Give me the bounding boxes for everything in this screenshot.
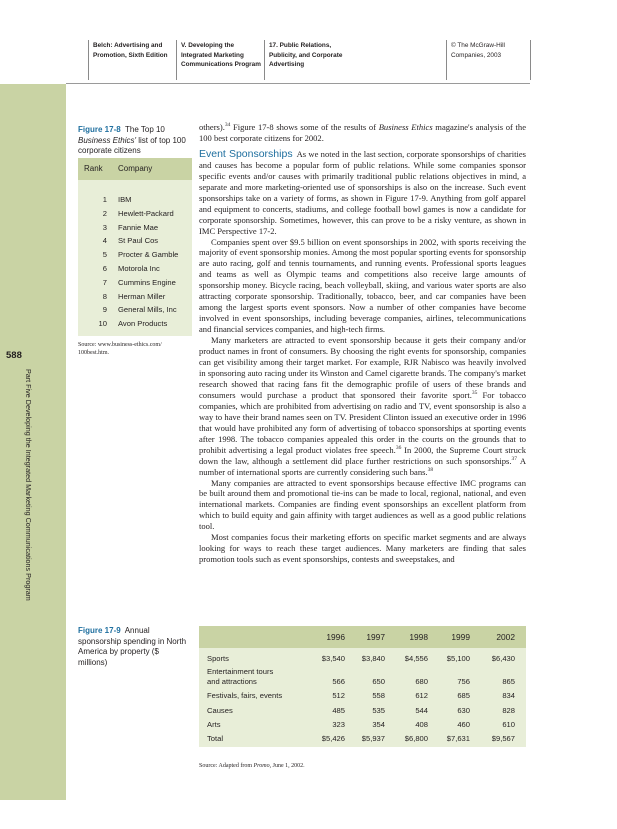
- source-text: June 1, 2002.: [271, 763, 305, 769]
- text: magazine's analysis of the 100 best corporate citizens for 2002.: [199, 122, 526, 143]
- table-body: [78, 180, 192, 336]
- rank-cell: 2: [102, 208, 107, 218]
- table-row: [78, 207, 192, 221]
- header-line: Publicity, and Corporate: [269, 51, 343, 59]
- table-header: [78, 158, 192, 180]
- company-cell: Fannie Mae: [118, 222, 159, 232]
- paragraph: [199, 335, 526, 477]
- row-label: Total: [207, 734, 224, 743]
- header-line: V. Developing the: [181, 42, 235, 49]
- value-cell: 610: [502, 720, 515, 729]
- header-divider: [446, 40, 447, 80]
- section-heading: Event Sponsorships: [199, 147, 293, 160]
- text: A number of international sports are currently considering such bans.: [199, 455, 527, 477]
- top-10-table: [78, 158, 192, 336]
- header-line: Companies, 2003: [451, 51, 502, 59]
- rank-cell: 6: [102, 263, 107, 273]
- year-header: 1996: [326, 632, 345, 642]
- value-cell: 408: [415, 720, 428, 729]
- year-header: 1997: [366, 632, 385, 642]
- header-line: Promotion, Sixth Edition: [93, 51, 168, 59]
- value-cell: 544: [415, 706, 428, 715]
- header-rule: [66, 83, 530, 84]
- caption-italic: Business Ethics': [78, 135, 136, 145]
- value-cell: 650: [372, 677, 385, 686]
- running-head-text: Part Five Developing the Integrated Marketing Communications Program: [24, 369, 33, 601]
- table-row: [78, 262, 192, 276]
- rank-cell: 5: [102, 250, 107, 260]
- figure-number: Figure 17-8: [78, 125, 121, 134]
- header-line: 17. Public Relations,: [269, 42, 332, 49]
- value-cell: $3,840: [361, 654, 385, 663]
- table-row: [78, 234, 192, 248]
- company-cell: Hewlett-Packard: [118, 208, 174, 218]
- paragraph: [199, 237, 526, 336]
- footnote-ref: 38: [427, 466, 434, 473]
- caption-text: list of top 100 corporate citizens: [78, 135, 186, 155]
- row-label: Causes: [207, 706, 233, 715]
- value-cell: 535: [372, 706, 385, 715]
- company-cell: General Mills, Inc: [118, 305, 177, 315]
- source-italic: Promo,: [253, 763, 272, 769]
- value-cell: 685: [457, 691, 470, 700]
- year-header: 1998: [409, 632, 428, 642]
- company-cell: Motorola Inc: [118, 263, 160, 273]
- rank-cell: 7: [102, 277, 107, 287]
- text: As we noted in the last section, corporate sponsorships of charities and causes has become a popular form of public relations. While some companies sponsor specific events and/or causes with primarily traditional public relations objectives in mind, a separate and more marketing-oriented use of sponsorships is also on the increase. Such event sponsorships take on a variety of forms, as shown in Figure 17-9. Anything from golf apparel and equipment to concerts, stadiums, and college football bowl games is now a candidate for corporate sponsorship. Sometimes, however, this can prove to be a risky venture, as shown in IMC Perspective 17-2.: [199, 148, 526, 236]
- header-line: Belch: Advertising and: [93, 42, 163, 49]
- header-line: © The McGraw-Hill: [451, 42, 505, 49]
- source-line: Source: www.business-ethics.com/: [78, 342, 162, 348]
- caption-text: Annual sponsorship spending in North America by property ($ millions): [78, 626, 187, 667]
- caption-text: The Top 10: [125, 125, 165, 134]
- header-chapter-title: [269, 41, 342, 70]
- value-cell: 680: [415, 677, 428, 686]
- header-line: Communications Program: [181, 61, 261, 68]
- value-cell: 834: [502, 691, 515, 700]
- figure-17-8-caption: [78, 125, 193, 157]
- table-spacer: [78, 183, 192, 193]
- source-line: 100best.htm.: [78, 349, 109, 356]
- sidebar-band: [0, 84, 66, 800]
- value-cell: $5,937: [361, 734, 385, 743]
- table-row: [78, 276, 192, 290]
- rank-cell: 1: [102, 195, 107, 204]
- table-body: [199, 648, 526, 747]
- value-cell: $4,556: [404, 654, 428, 663]
- table-header: [199, 626, 526, 648]
- header-divider: [264, 40, 265, 80]
- value-cell: 612: [415, 691, 428, 700]
- text: Companies spent over $9.5 billion on event sponsorships in 2002, with sports receiving the majority of event sponsorship monies. Among the most popular sporting events for sponsorship are auto racing, golf and tennis tournaments, and running events. Professional sports leagues and teams as well as Olympic teams and competitions also receive large amounts of sponsorship money. Bicycle racing, beach volleyball, skiing, and various water sports are also attracting corporate sponsorship. Traditionally, tobacco, beer, and car companies have been among the largest sports event sponsors. Now a number of other companies have become involved in event sponsorships, including beverage companies, airlines, telecommunications and financial services companies, and high-tech firms.: [199, 236, 526, 335]
- footnote-ref: 36: [395, 444, 402, 451]
- header-line: Advertising: [269, 61, 305, 68]
- company-cell: Avon Products: [118, 319, 168, 329]
- page-number: 588: [6, 350, 22, 361]
- value-cell: $5,100: [446, 654, 470, 663]
- year-header: 1999: [451, 632, 470, 642]
- figure-17-8-source: [78, 342, 193, 357]
- value-cell: 512: [332, 691, 345, 700]
- header-divider: [530, 40, 531, 80]
- table-row: [78, 221, 192, 235]
- value-cell: $9,567: [491, 734, 515, 743]
- table-row: [78, 290, 192, 304]
- text: For tobacco companies, which are prohibited from advertising on radio and TV, event sponsorship is also a way to have their brand names seen on TV. President Clinton issued an executive order in 1996 that would have prohibited any form of advertising of tobacco sponsorships at sporting events after 1998. The tobacco companies appealed this order in the courts on the grounds that to prohibit advertising a legal product violates free speech.: [199, 389, 526, 455]
- paragraph: [199, 532, 526, 565]
- paragraph: [199, 122, 526, 144]
- value-cell: 756: [457, 677, 470, 686]
- row-label: Sports: [207, 654, 229, 663]
- italic-text: Business Ethics: [378, 122, 433, 132]
- text: Many marketers are attracted to event sponsorship because it gets their company and/or product names in front of consumers. By choosing the right events for sponsorship, companies can get visibility among their target market. For example, RJR Nabisco was heavily involved in sponsoring auto racing under its Winston and Camel cigarette brands. The company's market research showed that racing fans fit the demographic profile of users of these brands and consumers would purchase a product that sponsored their favorite sport.: [199, 335, 526, 400]
- rank-cell: 4: [102, 236, 107, 246]
- rank-cell: 9: [102, 305, 107, 315]
- paragraph: [199, 478, 526, 533]
- column-header-rank: Rank: [84, 164, 103, 173]
- column-header-company: Company: [118, 164, 153, 173]
- body-text: [199, 122, 526, 565]
- source-text: Source: Adapted from: [199, 763, 254, 769]
- footnote-ref: 34: [224, 122, 231, 129]
- text: Figure 17-8 shows some of the results of: [230, 122, 379, 132]
- company-cell: Herman Miller: [118, 291, 166, 301]
- figure-17-9-caption: [78, 626, 190, 668]
- header-copyright: [451, 41, 505, 60]
- header-divider: [88, 40, 89, 80]
- company-cell: Cummins Engine: [118, 277, 176, 287]
- value-cell: 323: [332, 720, 345, 729]
- text: Many companies are attracted to event sponsorships because effective IMC programs can be built around them and promotional tie-ins can be made to local, regional, national, and even international markets. Companies are finding event sponsorships an excellent platform from which to build equity and gain affinity with target audiences as well as a good public relations tool.: [199, 477, 526, 532]
- value-cell: $5,426: [321, 734, 345, 743]
- page-header: [0, 0, 617, 84]
- rank-cell: 8: [102, 291, 107, 301]
- sponsorship-spending-table: [199, 626, 526, 747]
- header-book-title: [93, 41, 168, 60]
- footnote-ref: 37: [511, 455, 517, 462]
- company-cell: St Paul Cos: [118, 236, 159, 246]
- row-label: Arts: [207, 720, 221, 729]
- paragraph: [199, 149, 526, 237]
- figure-number: Figure 17-9: [78, 626, 121, 635]
- table-row: [78, 317, 192, 331]
- text: Most companies focus their marketing efforts on specific market segments and are always looking for ways to reach these target audiences. Many marketers are finding that sales promotion tools such as event sponsorships, contests and sweepstakes, and: [199, 532, 526, 565]
- text: others).: [199, 122, 225, 132]
- table-row: [78, 193, 192, 207]
- value-cell: $7,631: [446, 734, 470, 743]
- value-cell: $3,540: [321, 654, 345, 663]
- text: In 2000, the Supreme Court struck down the law, although a settlement did place further restrictions on such sponsorships.: [199, 444, 526, 466]
- header-divider: [176, 40, 177, 80]
- value-cell: 566: [332, 677, 345, 686]
- year-header: 2002: [496, 632, 515, 642]
- table-row: [78, 303, 192, 317]
- value-cell: 558: [372, 691, 385, 700]
- value-cell: 828: [502, 706, 515, 715]
- value-cell: $6,430: [491, 654, 515, 663]
- company-cell: IBM: [118, 195, 132, 204]
- figure-17-9-source: [199, 763, 499, 771]
- table-row: [78, 248, 192, 262]
- row-label: Entertainment tours and attractions: [207, 667, 274, 686]
- value-cell: 630: [457, 706, 470, 715]
- row-label: Festivals, fairs, events: [207, 691, 283, 700]
- value-cell: 460: [457, 720, 470, 729]
- running-head: [24, 369, 43, 829]
- rank-cell: 10: [98, 319, 107, 329]
- value-cell: $6,800: [404, 734, 428, 743]
- value-cell: 485: [332, 706, 345, 715]
- value-cell: 354: [372, 720, 385, 729]
- footnote-ref: 35: [471, 390, 478, 397]
- value-cell: 865: [502, 677, 515, 686]
- company-cell: Procter & Gamble: [118, 250, 179, 260]
- header-line: Integrated Marketing: [181, 51, 244, 59]
- header-part-title: [181, 41, 261, 70]
- rank-cell: 3: [102, 222, 107, 232]
